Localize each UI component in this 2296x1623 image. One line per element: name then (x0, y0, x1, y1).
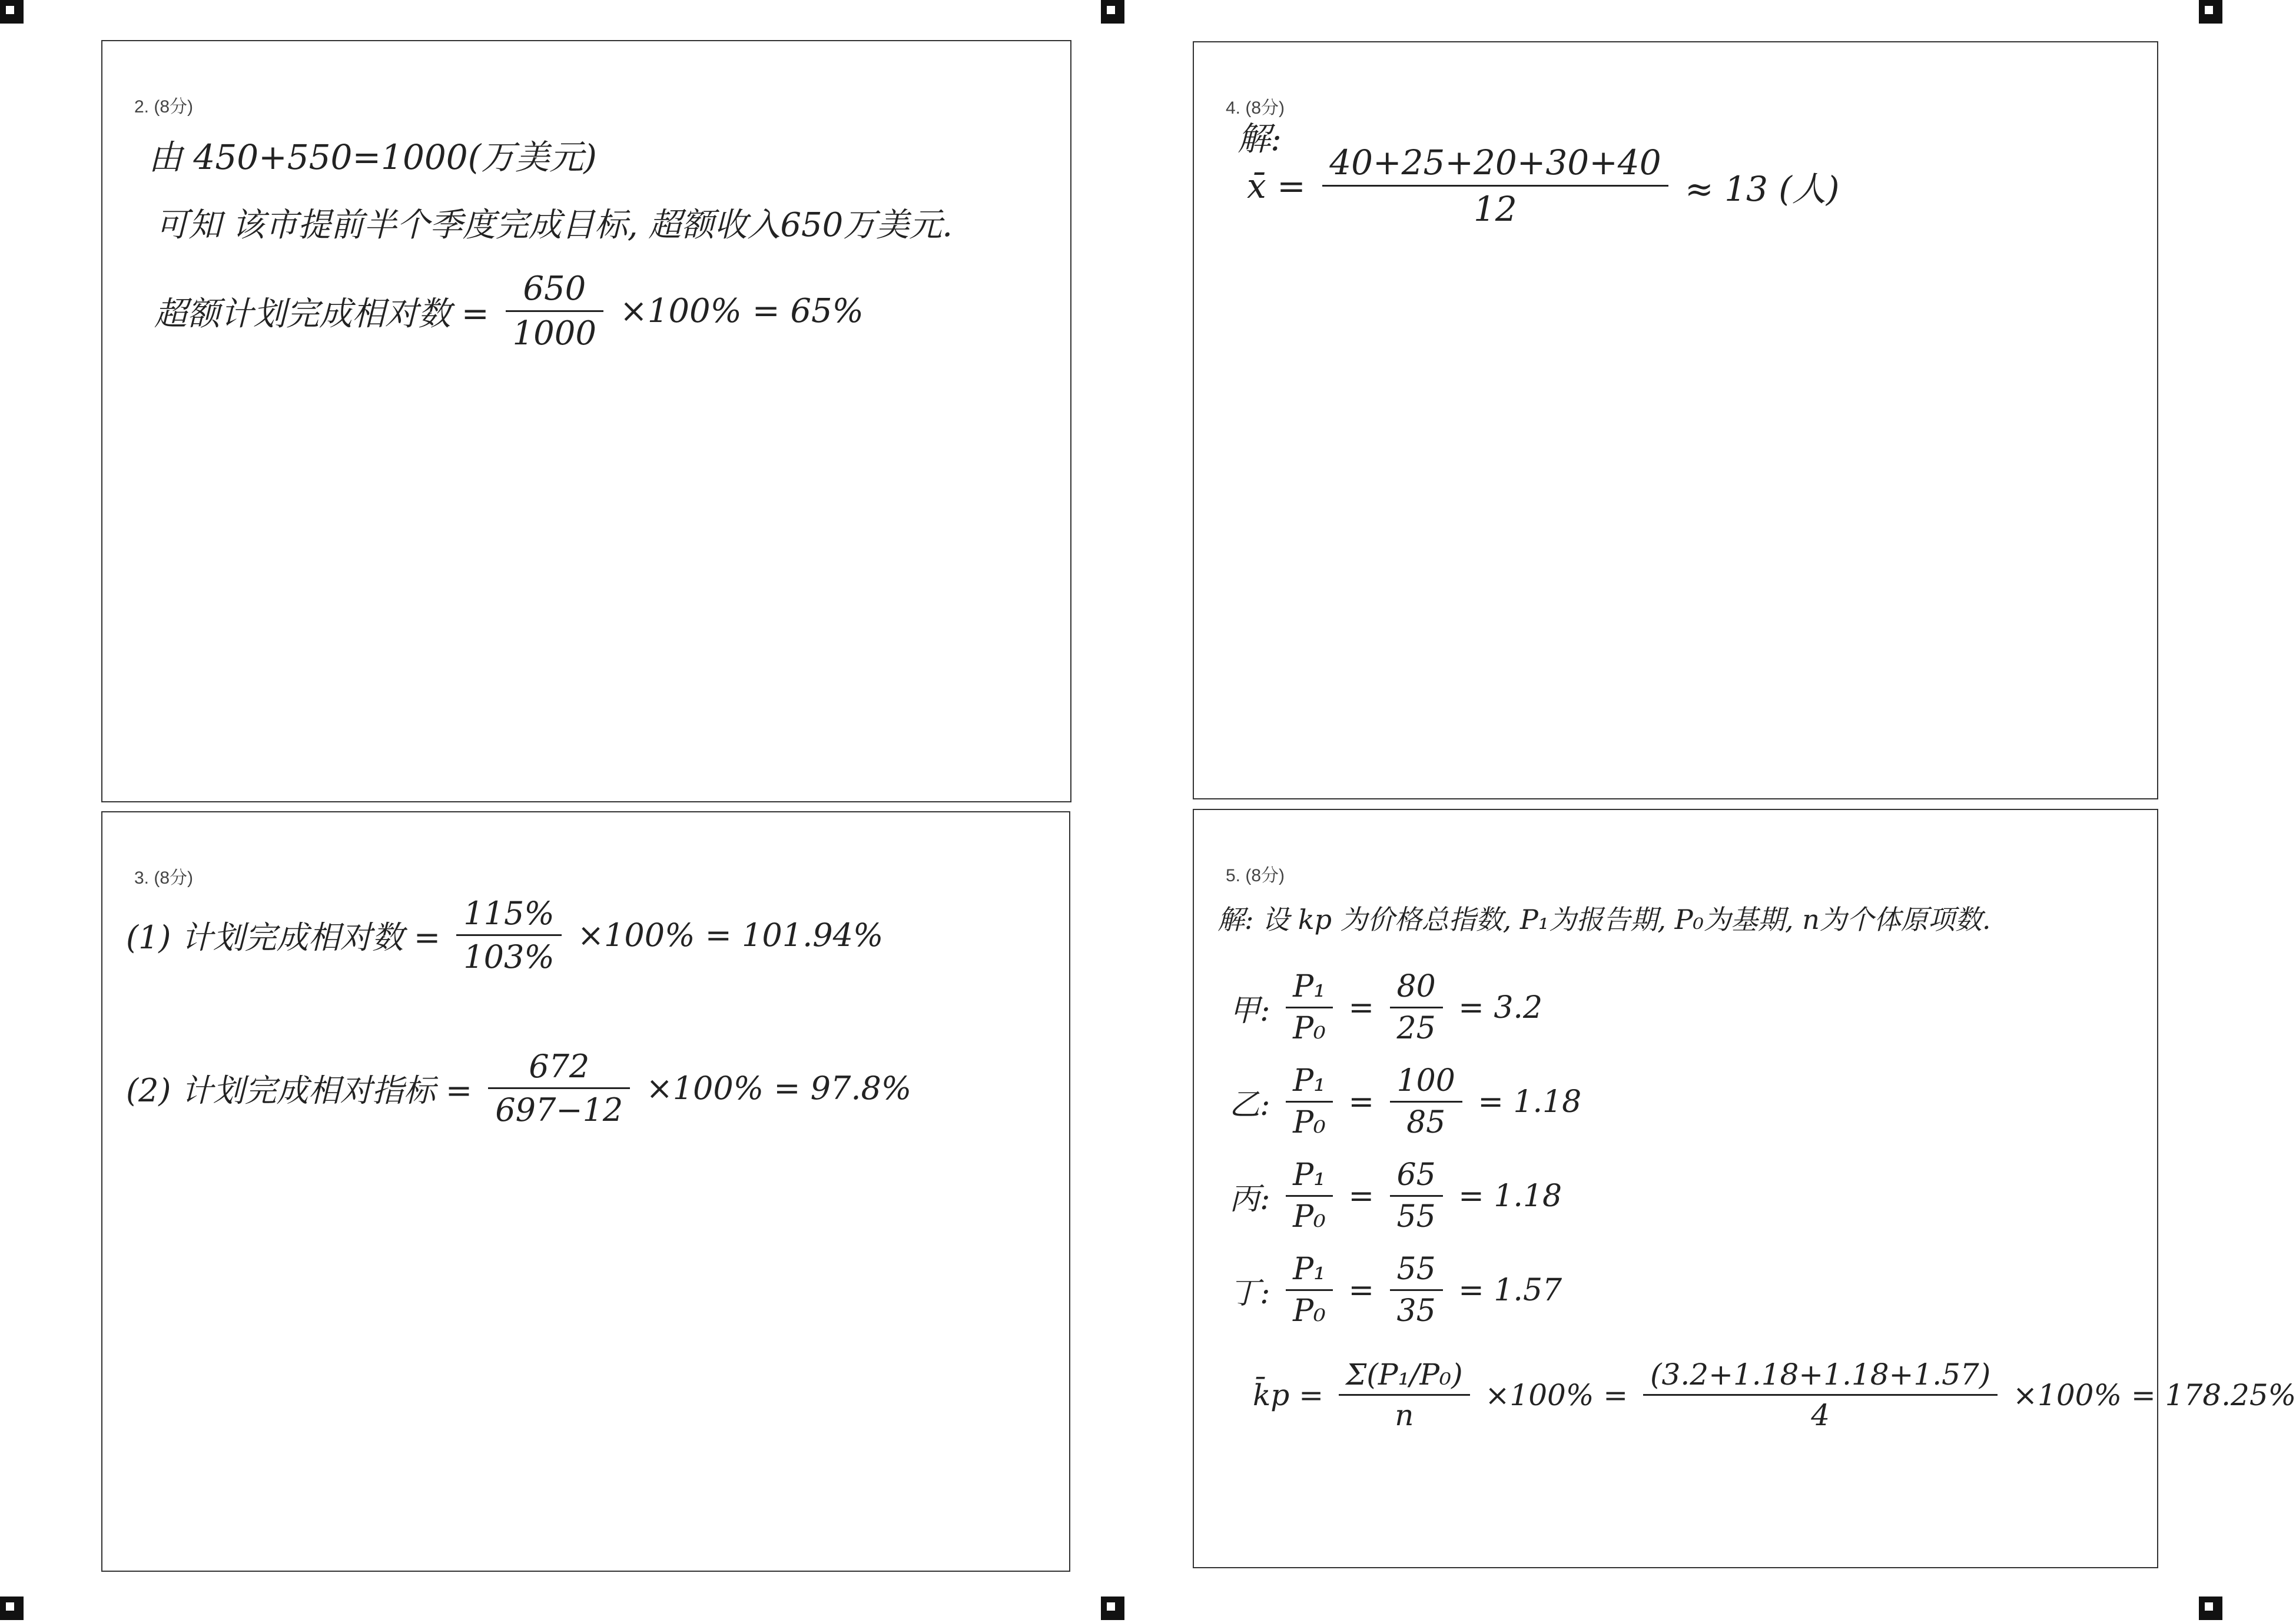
fraction-numerator: 40+25+20+30+40 (1322, 142, 1668, 187)
equation-result: = 1.18 (1458, 1178, 1562, 1214)
fraction-denominator: 25 (1396, 1011, 1436, 1046)
handwritten-equation-kp (1253, 1358, 2296, 1432)
fraction (1390, 969, 1443, 1046)
question-header: 5. (8分) (1226, 866, 1285, 885)
fraction-denominator: P₀ (1293, 1199, 1326, 1234)
equation-suffix: ×100% = 101.94% (577, 917, 884, 954)
handwritten-equation-jia (1229, 969, 1542, 1046)
equals-sign: = (1348, 1084, 1375, 1120)
fraction (1286, 969, 1333, 1046)
fraction (1322, 142, 1668, 229)
equals-sign: = (1348, 1272, 1375, 1308)
equation-result: ×100% = 178.25% (2013, 1378, 2296, 1412)
fraction (506, 270, 604, 353)
fraction-numerator: 80 (1390, 969, 1443, 1008)
handwritten-equation-bing (1229, 1157, 1562, 1234)
fraction-numerator: P₁ (1286, 1063, 1333, 1103)
fraction-denominator: n (1395, 1398, 1414, 1432)
item-label: 丁: (1229, 1276, 1270, 1311)
handwritten-equation (1247, 142, 1840, 229)
answer-box-q5 (1193, 809, 2296, 1568)
handwritten-line: 由 450+550=1000(万美元) (148, 137, 597, 177)
fraction (1286, 1157, 1333, 1234)
fraction-denominator: 85 (1406, 1105, 1446, 1140)
equation-lhs: x̄ = (1247, 165, 1306, 206)
fraction-denominator: P₀ (1293, 1293, 1326, 1329)
fraction-numerator: (3.2+1.18+1.18+1.57) (1643, 1358, 1998, 1396)
question-header: 2. (8分) (134, 97, 194, 117)
fraction-numerator: 115% (456, 895, 561, 936)
fraction-numerator: Σ(P₁/P₀) (1339, 1358, 1470, 1396)
registration-marker-bottom-middle (1101, 1597, 1124, 1620)
equation-result: = 3.2 (1458, 990, 1543, 1025)
fraction-numerator: 65 (1390, 1157, 1443, 1197)
handwritten-equation-ding (1229, 1252, 1562, 1329)
answer-box-q2 (101, 40, 1071, 802)
fraction-denominator: P₀ (1293, 1011, 1326, 1046)
fraction-denominator: 4 (1811, 1398, 1830, 1432)
fraction-denominator: 103% (463, 938, 555, 975)
registration-marker-top-right (2199, 0, 2222, 24)
fraction-denominator: P₀ (1293, 1105, 1326, 1140)
fraction-numerator: 650 (506, 270, 604, 312)
equation-suffix: ×100% = 65% (619, 292, 864, 330)
handwritten-equation-yi (1229, 1063, 1581, 1140)
question-header: 3. (8分) (134, 868, 194, 888)
equation-mid: ×100% = (1485, 1378, 1628, 1412)
handwritten-equation (126, 895, 883, 975)
fraction (1390, 1157, 1443, 1234)
equals-sign: = (1348, 990, 1375, 1025)
fraction-numerator: P₁ (1286, 1252, 1333, 1291)
equation-result: = 1.57 (1458, 1272, 1562, 1308)
fraction (1286, 1252, 1333, 1329)
handwritten-line: 可知 该市提前半个季度完成目标, 超额收入650万美元. (155, 206, 953, 244)
fraction (1339, 1358, 1470, 1432)
equation-prefix: (1) 计划完成相对数 = (126, 919, 441, 956)
solution-label: 解: (1237, 120, 1282, 158)
answer-box-q4 (1193, 41, 2158, 799)
equation-rhs: ≈ 13 (人) (1685, 168, 1840, 209)
registration-marker-top-left (0, 0, 24, 24)
answer-box-q3 (101, 811, 1070, 1572)
fraction-denominator: 35 (1396, 1293, 1436, 1329)
handwritten-line: 解: 设 kp 为价格总指数, P₁为报告期, P₀为基期, n为个体原项数. (1217, 904, 1991, 935)
fraction-numerator: 100 (1390, 1063, 1462, 1103)
fraction (1390, 1252, 1443, 1329)
question-header: 4. (8分) (1226, 98, 1285, 118)
item-label: 乙: (1229, 1087, 1270, 1123)
equation-result: = 1.18 (1478, 1084, 1582, 1120)
registration-marker-top-middle (1101, 0, 1124, 24)
registration-marker-bottom-right (2199, 1597, 2222, 1620)
equals-sign: = (1348, 1178, 1375, 1214)
equation-lhs: k̄p = (1253, 1378, 1324, 1412)
handwritten-equation (154, 270, 864, 353)
fraction-denominator: 697−12 (495, 1091, 623, 1129)
fraction-denominator: 12 (1473, 189, 1517, 229)
fraction-numerator: 672 (488, 1048, 630, 1089)
fraction-numerator: P₁ (1286, 969, 1333, 1008)
fraction (1286, 1063, 1333, 1140)
fraction-denominator: 1000 (512, 314, 597, 353)
fraction-denominator: 55 (1396, 1199, 1436, 1234)
fraction (488, 1048, 630, 1129)
item-label: 甲: (1229, 993, 1270, 1028)
fraction (1643, 1358, 1998, 1432)
fraction-numerator: P₁ (1286, 1157, 1333, 1197)
equation-prefix: (2) 计划完成相对指标 = (126, 1072, 473, 1109)
fraction-numerator: 55 (1390, 1252, 1443, 1291)
handwritten-equation (126, 1048, 911, 1129)
equation-suffix: ×100% = 97.8% (646, 1070, 912, 1107)
fraction (456, 895, 561, 975)
registration-marker-bottom-left (0, 1597, 24, 1620)
item-label: 丙: (1229, 1181, 1270, 1217)
fraction (1390, 1063, 1462, 1140)
equation-prefix: 超额计划完成相对数 = (154, 294, 489, 333)
